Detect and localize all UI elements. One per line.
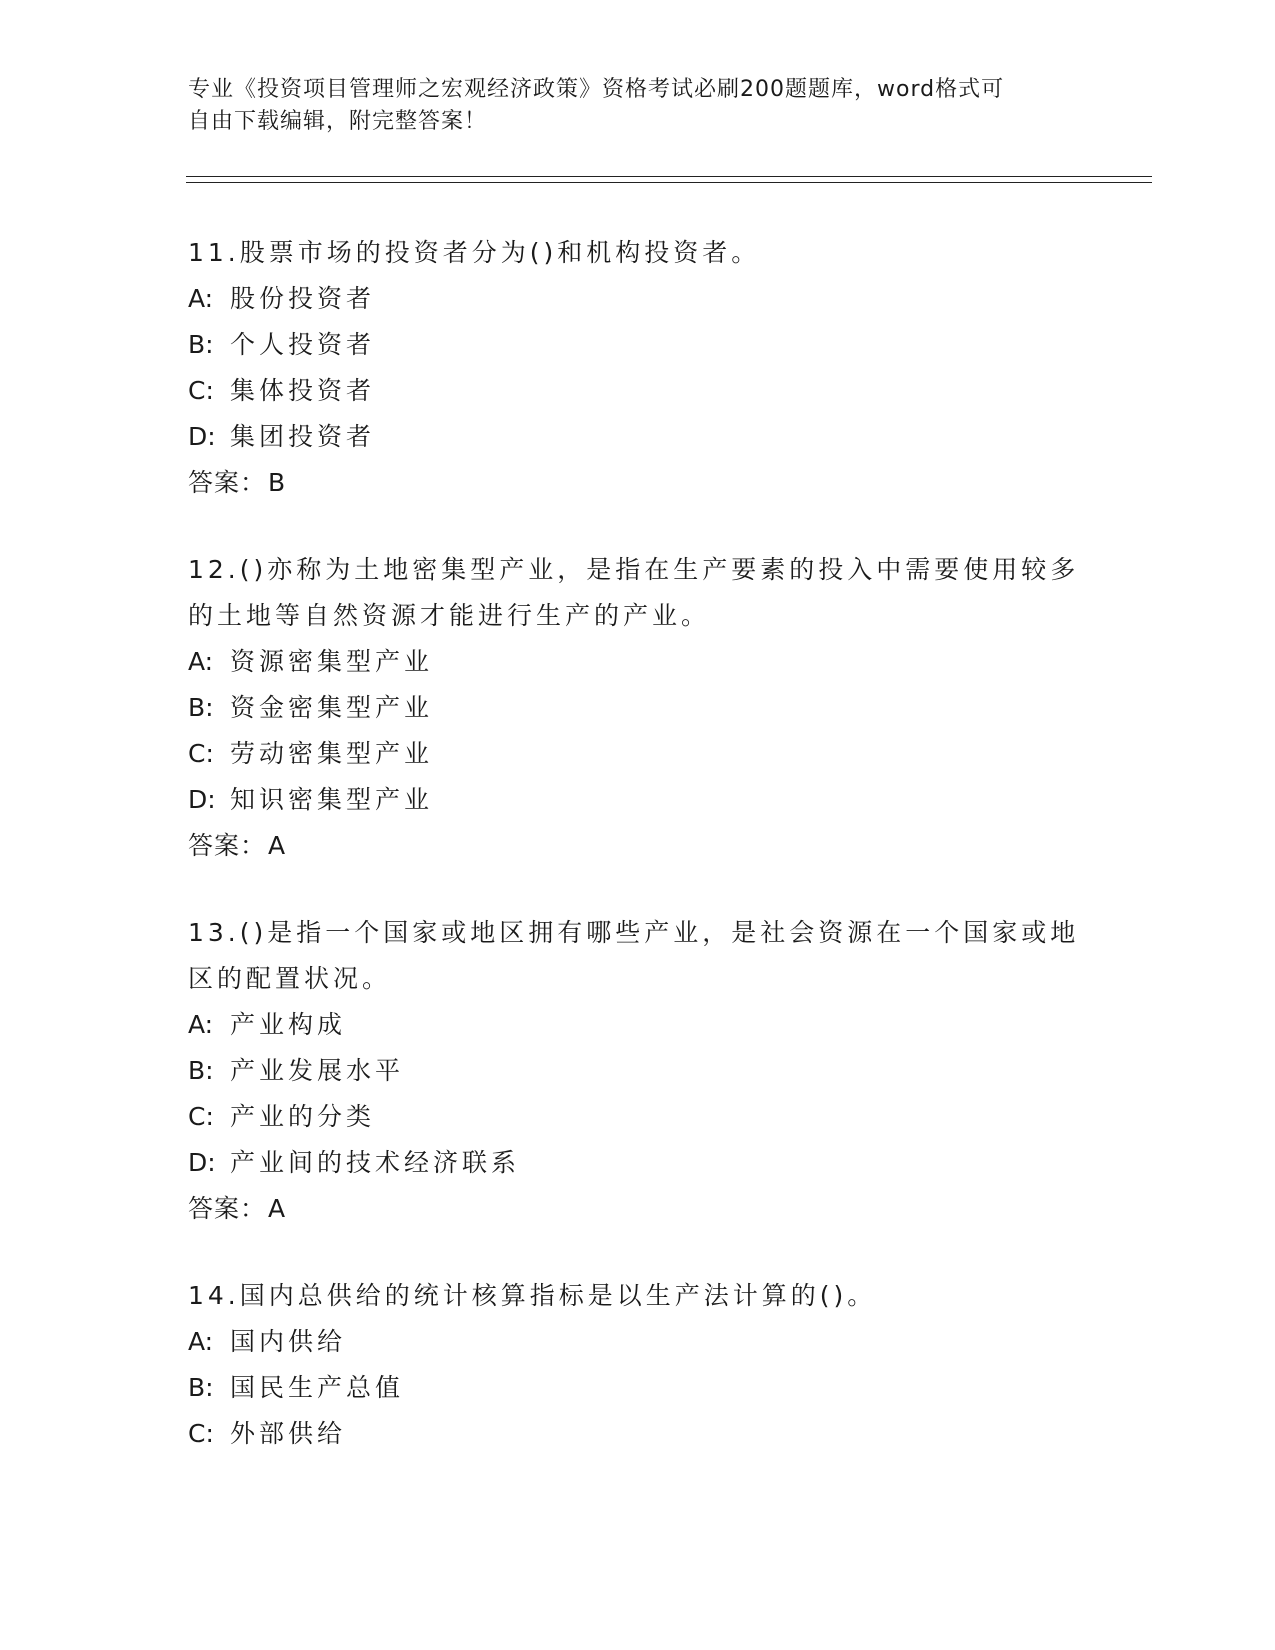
header-divider-bottom [186,182,1152,183]
option-text: 集团投资者 [230,422,376,451]
option-text: 国内供给 [230,1327,347,1356]
header-line-1: 专业《投资项目管理师之宏观经济政策》资格考试必刷200题题库，word格式可 [188,77,1005,102]
option-text: 知识密集型产业 [230,785,434,814]
option-c [188,731,1088,777]
option-key: C: [188,1102,214,1131]
question-12 [188,547,1088,869]
option-text: 股份投资者 [230,284,376,313]
option-key: B: [188,693,214,722]
question-14 [188,1273,1088,1457]
option-b [188,1365,1088,1411]
option-text: 个人投资者 [230,330,376,359]
header-line-2: 自由下载编辑，附完整答案！ [188,109,488,134]
option-key: D: [188,1148,216,1177]
question-text: 13.()是指一个国家或地区拥有哪些产业，是社会资源在一个国家或地区的配置状况。 [188,918,1080,993]
option-key: B: [188,1373,214,1402]
option-key: B: [188,330,214,359]
answer-line [188,1186,1088,1232]
option-a [188,639,1088,685]
option-key: A: [188,1327,214,1356]
option-c [188,1411,1088,1457]
option-key: A: [188,1010,214,1039]
option-key: A: [188,284,214,313]
option-text: 国民生产总值 [230,1373,405,1402]
option-text: 资源密集型产业 [230,647,434,676]
option-text: 产业的分类 [230,1102,376,1131]
question-text: 14.国内总供给的统计核算指标是以生产法计算的()。 [188,1281,877,1310]
option-d [188,777,1088,823]
header-divider-top [186,176,1152,177]
question-11 [188,230,1088,506]
option-a [188,1319,1088,1365]
answer-line [188,823,1088,869]
option-text: 产业发展水平 [230,1056,405,1085]
option-d [188,1140,1088,1186]
document-header [188,74,1088,138]
question-text: 11.股票市场的投资者分为()和机构投资者。 [188,238,761,267]
answer-value: B [268,468,287,497]
option-b [188,1048,1088,1094]
option-text: 产业间的技术经济联系 [230,1148,521,1177]
option-d [188,414,1088,460]
question-text: 12.()亦称为土地密集型产业，是指在生产要素的投入中需要使用较多的土地等自然资源才能进行生产的产业。 [188,555,1080,630]
option-b [188,322,1088,368]
answer-value: A [268,831,287,860]
option-b [188,685,1088,731]
answer-label: 答案： [188,468,267,497]
option-key: C: [188,1419,214,1448]
question-13 [188,910,1088,1232]
option-key: D: [188,422,216,451]
option-c [188,1094,1088,1140]
option-a [188,276,1088,322]
option-a [188,1002,1088,1048]
option-text: 资金密集型产业 [230,693,434,722]
answer-value: A [268,1194,287,1223]
option-key: C: [188,376,214,405]
option-key: D: [188,785,216,814]
option-key: C: [188,739,214,768]
option-c [188,368,1088,414]
option-key: A: [188,647,214,676]
option-text: 集体投资者 [230,376,376,405]
answer-label: 答案： [188,831,267,860]
option-key: B: [188,1056,214,1085]
question-list [188,230,1088,1498]
option-text: 劳动密集型产业 [230,739,434,768]
answer-label: 答案： [188,1194,267,1223]
option-text: 产业构成 [230,1010,347,1039]
option-text: 外部供给 [230,1419,347,1448]
answer-line [188,460,1088,506]
